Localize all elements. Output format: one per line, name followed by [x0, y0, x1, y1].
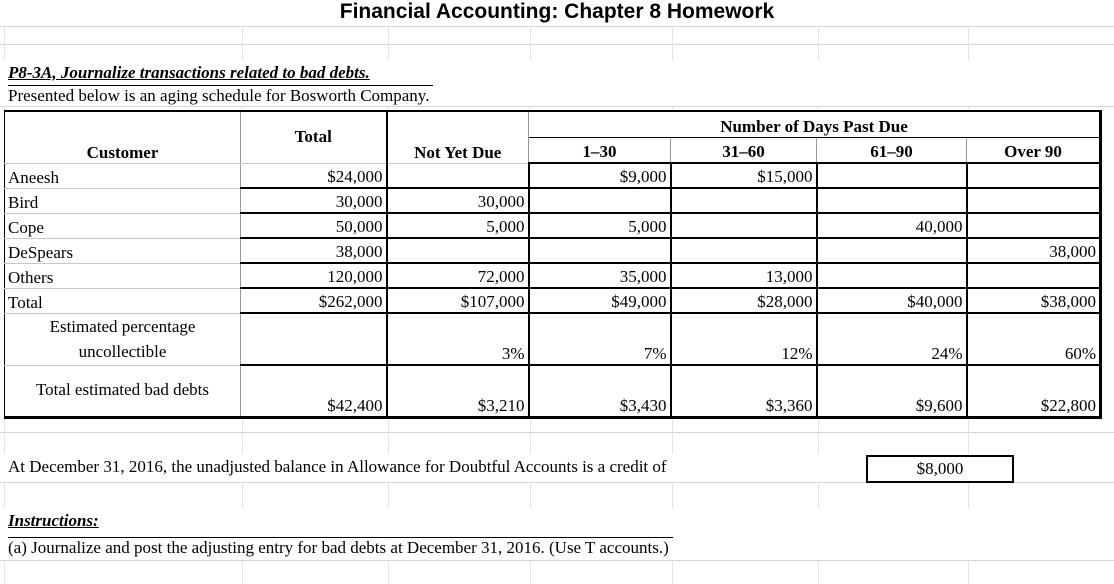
- amount-cell: [817, 163, 967, 188]
- customer-cell: DeSpears: [5, 238, 241, 263]
- amount-cell: 72,000: [387, 263, 529, 288]
- amount-cell: 35,000: [529, 263, 671, 288]
- amount-cell: [671, 213, 817, 238]
- amount-cell: $49,000: [529, 288, 671, 313]
- allowance-credit-box: $8,000: [866, 455, 1014, 483]
- amount-cell: [967, 163, 1101, 188]
- amount-cell: [817, 188, 967, 213]
- pct-cell: 7%: [529, 313, 671, 365]
- amount-cell: $15,000: [671, 163, 817, 188]
- amount-cell: $38,000: [967, 288, 1101, 313]
- col-header-31-60: 31–60: [671, 137, 817, 163]
- amount-cell: 30,000: [387, 188, 529, 213]
- customer-cell: Aneesh: [5, 163, 241, 188]
- table-row: [5, 188, 1101, 213]
- amount-cell: [817, 263, 967, 288]
- pct-cell: 24%: [817, 313, 967, 365]
- bad-debts-cell: $3,360: [671, 365, 817, 417]
- amount-cell: [671, 238, 817, 263]
- amount-cell: $40,000: [817, 288, 967, 313]
- pct-cell: [241, 313, 387, 365]
- pct-label-line2: uncollectible: [78, 342, 167, 361]
- problem-heading: P8-3A, Journalize transactions related to bad debts.: [8, 63, 370, 82]
- bad-debts-cell: $9,600: [817, 365, 967, 417]
- group-header-days-past-due: Number of Days Past Due: [529, 111, 1101, 137]
- bad-debts-label: Total estimated bad debts: [5, 365, 241, 417]
- amount-cell: 13,000: [671, 263, 817, 288]
- bad-debts-row: [5, 365, 1101, 417]
- amount-cell: $28,000: [671, 288, 817, 313]
- amount-cell: $9,000: [529, 163, 671, 188]
- sheet-title: Financial Accounting: Chapter 8 Homework: [0, 0, 1114, 26]
- amount-cell: 38,000: [241, 238, 387, 263]
- table-row: [5, 163, 1101, 188]
- col-header-customer: Customer: [5, 111, 241, 163]
- amount-cell: [967, 263, 1101, 288]
- pct-uncollectible-row: [5, 313, 1101, 365]
- pct-cell: 60%: [967, 313, 1101, 365]
- customer-cell: Bird: [5, 188, 241, 213]
- amount-cell: [387, 238, 529, 263]
- amount-cell: $24,000: [241, 163, 387, 188]
- amount-cell: 40,000: [817, 213, 967, 238]
- customer-cell: Others: [5, 263, 241, 288]
- table-row: [5, 263, 1101, 288]
- bad-debts-cell: $3,430: [529, 365, 671, 417]
- col-header-61-90: 61–90: [817, 137, 967, 163]
- bad-debts-cell: $3,210: [387, 365, 529, 417]
- table-row: [5, 238, 1101, 263]
- customer-cell: Cope: [5, 213, 241, 238]
- col-header-1-30: 1–30: [529, 137, 671, 163]
- amount-cell: [529, 188, 671, 213]
- amount-cell: [671, 188, 817, 213]
- amount-cell: $107,000: [387, 288, 529, 313]
- amount-cell: [967, 213, 1101, 238]
- amount-cell: 50,000: [241, 213, 387, 238]
- aging-schedule-table: [4, 110, 1102, 419]
- customer-cell: Total: [5, 288, 241, 313]
- pct-cell: 12%: [671, 313, 817, 365]
- total-row: [5, 288, 1101, 313]
- amount-cell: 38,000: [967, 238, 1101, 263]
- table-row: [5, 213, 1101, 238]
- amount-cell: 120,000: [241, 263, 387, 288]
- amount-cell: [387, 163, 529, 188]
- problem-band: [0, 60, 1114, 106]
- balance-note: At December 31, 2016, the unadjusted balance in Allowance for Doubtful Accounts is a credit of: [8, 457, 667, 476]
- amount-cell: 5,000: [529, 213, 671, 238]
- amount-cell: $262,000: [241, 288, 387, 313]
- amount-cell: 5,000: [387, 213, 529, 238]
- col-header-over-90: Over 90: [967, 137, 1101, 163]
- instructions-heading: Instructions:: [8, 511, 99, 530]
- problem-intro: Presented below is an aging schedule for Bosworth Company.: [8, 85, 433, 106]
- amount-cell: [817, 238, 967, 263]
- pct-cell: 3%: [387, 313, 529, 365]
- bad-debts-cell: $22,800: [967, 365, 1101, 417]
- col-header-total: Total: [241, 111, 387, 163]
- instruction-a: (a) Journalize and post the adjusting entry for bad debts at December 31, 2016. (Use T accounts.): [8, 537, 673, 558]
- col-header-not-yet-due: Not Yet Due: [387, 111, 529, 163]
- pct-label-line1: Estimated percentage: [49, 317, 196, 336]
- amount-cell: [529, 238, 671, 263]
- instructions-band: [0, 508, 1114, 560]
- amount-cell: 30,000: [241, 188, 387, 213]
- amount-cell: [967, 188, 1101, 213]
- pct-label: [5, 313, 241, 365]
- bad-debts-cell: $42,400: [241, 365, 387, 417]
